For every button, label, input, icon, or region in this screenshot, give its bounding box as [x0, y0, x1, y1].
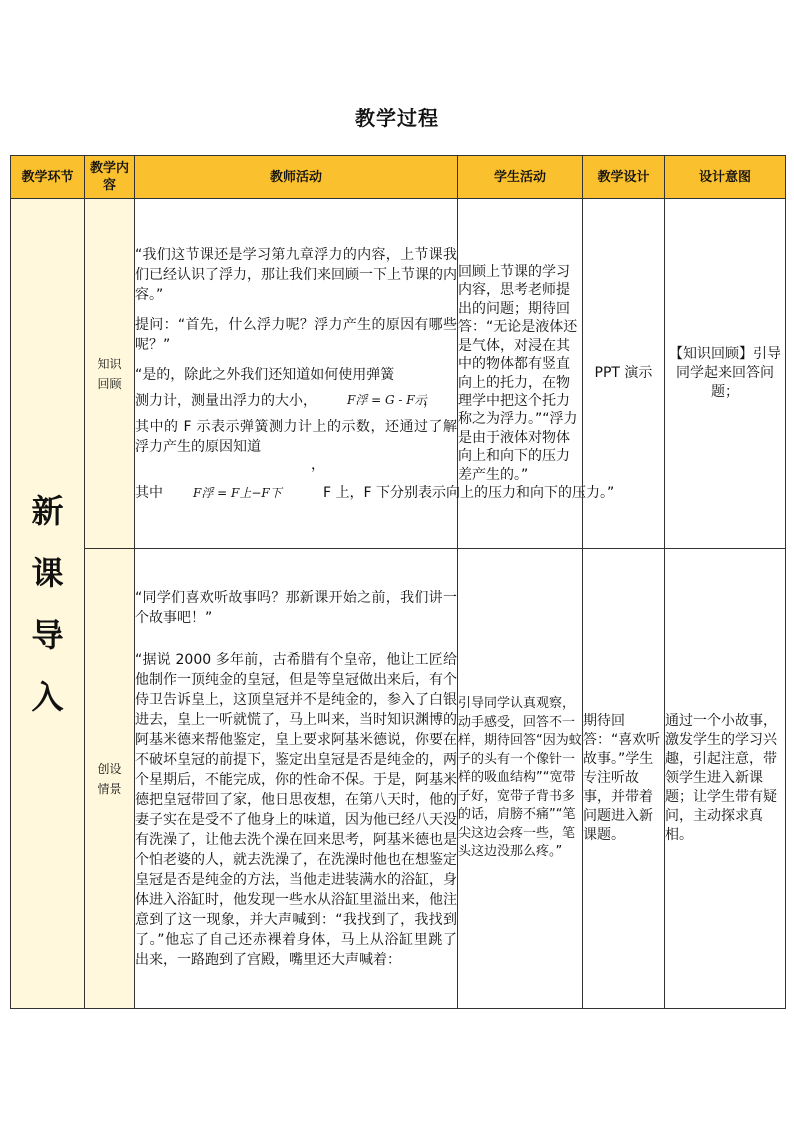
intent-review: 【知识回顾】引导同学起来回答问题；	[665, 199, 786, 549]
header-content: 教学内容	[85, 156, 135, 199]
teacher-activity-review: “我们这节课还是学习第九章浮力的内容，上节课我们已经认识了浮力，那让我们来回顾一下上节课的内容。” 提问：“首先，什么浮力呢？浮力产生的原因有哪些呢？” “是的，除此之外我们还知道如何使用弹簧 测力计，测量出浮力的大小， F浮 = G - F示 ， 其中的 F 示表示弹簧测力计上的示数，还通过了解浮力产生的原因知道 ， F浮 = F上−F下 其中 F 上，F 下分别表示向上的压力和向下的压力。”	[135, 199, 458, 549]
student-activity-review: 回顾上节课的学习内容，思考老师提出的问题；期待回答：“无论是液体还是气体，对浸在其中的物体都有竖直向上的托力，在物理学中把这个托力称之为浮力。”“浮力是由于液体对物体向上和向下的压力差产生的。”	[458, 199, 583, 549]
stage-cell	[11, 199, 85, 1009]
formula-buoyancy-weighing: F浮 = G - F示	[347, 392, 427, 407]
content-cell-review: 知识回顾	[85, 199, 135, 549]
design-scenario: 期待回答：“喜欢听故事。”学生专注听故事，并带着问题进入新课题。	[583, 549, 665, 1009]
content-cell-scenario: 创设情景	[85, 549, 135, 1009]
page-title: 教学过程	[355, 106, 439, 130]
stage-label: 新 课 导 入	[31, 491, 64, 716]
header-intent: 设计意图	[665, 156, 786, 199]
formula-pressure-difference: F浮 = F上−F下	[193, 485, 282, 500]
header-stage: 教学环节	[11, 156, 85, 199]
lesson-table	[10, 155, 786, 1009]
header-row	[11, 156, 786, 199]
header-teacher: 教师活动	[135, 156, 458, 199]
teacher-activity-scenario: “同学们喜欢听故事吗？那新课开始之前，我们讲一个故事吧！” “据说 2000 多年前，古希腊有个皇帝，他让工匠给他制作一顶纯金的皇冠，但是等皇冠做出来后，有个侍卫告诉皇上，这顶皇冠并不是纯金的，参入了白银进去，皇上一听就慌了，马上叫来，当时知识渊博的阿基米德来帮他鉴定，皇上要求阿基米德说，你要在不破坏皇冠的前提下，鉴定出皇冠是否是纯金的，两个星期后，不能完成，你的性命不保。于是，阿基米德把皇冠带回了家，他日思夜想，在第八天时，他的妻子实在是受不了他身上的味道，因为他已经八天没有洗澡了，让他去洗个澡在回来思考，阿基米德也是个怕老婆的人，就去洗澡了，在洗澡时他也在想鉴定皇冠是否是纯金的方法，当他走进装满水的浴缸，身体进入浴缸时，他发现一些水从浴缸里溢出来，他注意到了这一现象，并大声喊到：“我找到了，我找到了。”他忘了自己还赤裸着身体，马上从浴缸里跳了出来，一路跑到了宫殿，嘴里还大声喊着：	[135, 549, 458, 1009]
student-activity-scenario: 引导同学认真观察，动手感受，回答不一样，期待回答“因为蚊子的头有一个像针一样的吸血结构”“宽带子好，宽带子背书多的话，肩膀不痛”“笔尖这边会疼一些，笔头这边没那么疼。”	[458, 549, 583, 1009]
header-design: 教学设计	[583, 156, 665, 199]
header-student: 学生活动	[458, 156, 583, 199]
table-row	[11, 549, 786, 1009]
design-review: PPT 演示	[583, 199, 665, 549]
intent-scenario: 通过一个小故事，激发学生的学习兴趣，引起注意，带领学生进入新课题；让学生带有疑问，主动探求真相。	[665, 549, 786, 1009]
table-row	[11, 199, 786, 549]
